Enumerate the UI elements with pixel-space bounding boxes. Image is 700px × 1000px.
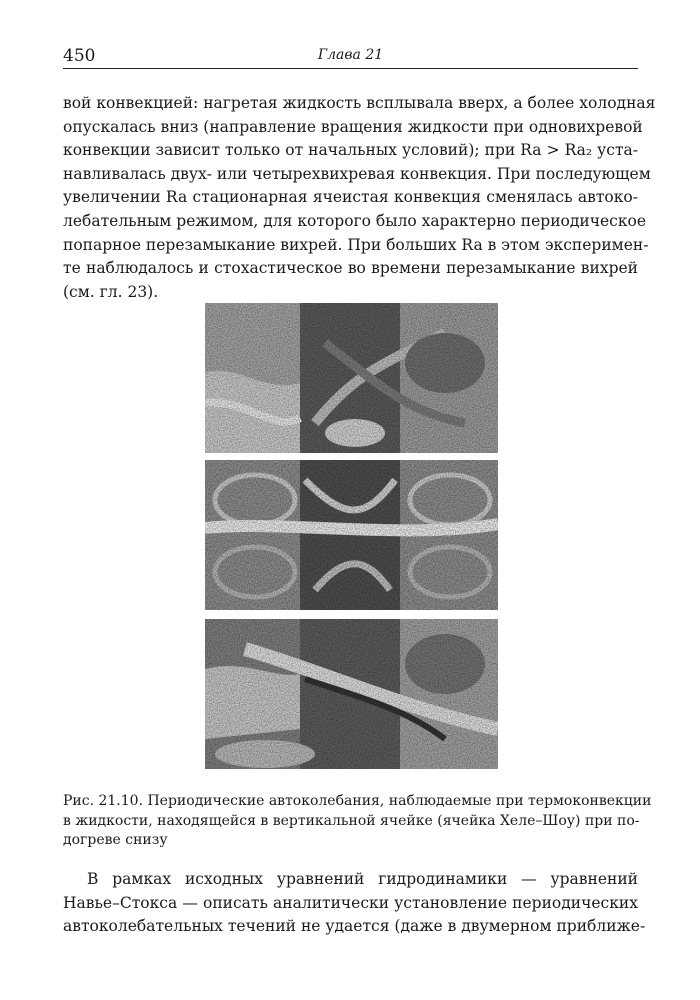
figure-caption <box>63 792 652 851</box>
paragraph-1 <box>63 92 656 304</box>
text-line: лебательным режимом, для которого было характерно периодическое <box>63 211 647 230</box>
convection-photo-1 <box>205 303 498 453</box>
text-line: (см. гл. 23). <box>63 282 159 301</box>
figure-convection-photos <box>205 303 498 770</box>
convection-photo-3 <box>205 619 498 769</box>
page-number: 450 <box>63 46 96 66</box>
page-header <box>63 40 638 69</box>
text-line: автоколебательных течений не удается (даже в двумерном приближе- <box>63 917 646 936</box>
caption-line: догреве снизу <box>63 832 168 848</box>
text-line: вой конвекцией: нагретая жидкость всплывала вверх, а более холодная <box>63 94 656 112</box>
caption-line: в жидкости, находящейся в вертикальной ячейке (ячейка Хеле–Шоу) при по- <box>63 812 640 829</box>
text-line: Навье–Стокса — описать аналитически установление периодических <box>63 893 638 912</box>
text-line: те наблюдалось и стохастическое во времени перезамыкание вихрей <box>63 259 638 278</box>
text-line: В рамках исходных уравнений гидродинамики — уравнений <box>87 870 638 888</box>
text-line: попарное перезамыкание вихрей. При больших Ra в этом эксперимен- <box>63 235 649 254</box>
convection-photo-2 <box>205 460 498 610</box>
text-line: навливалась двух- или четырехвихревая конвекция. При последующем <box>63 164 651 183</box>
paragraph-2 <box>63 868 646 939</box>
text-line: увеличении Ra стационарная ячеистая конвекция сменялась автоко- <box>63 188 638 207</box>
running-title: Глава 21 <box>317 47 384 63</box>
caption-line: Рис. 21.10. Периодические автоколебания, наблюдаемые при термоконвекции <box>63 793 652 809</box>
text-line: опускалась вниз (направление вращения жидкости при одновихревой <box>63 117 643 136</box>
text-line: конвекции зависит только от начальных условий); при Ra > Ra₂ уста- <box>63 141 638 160</box>
